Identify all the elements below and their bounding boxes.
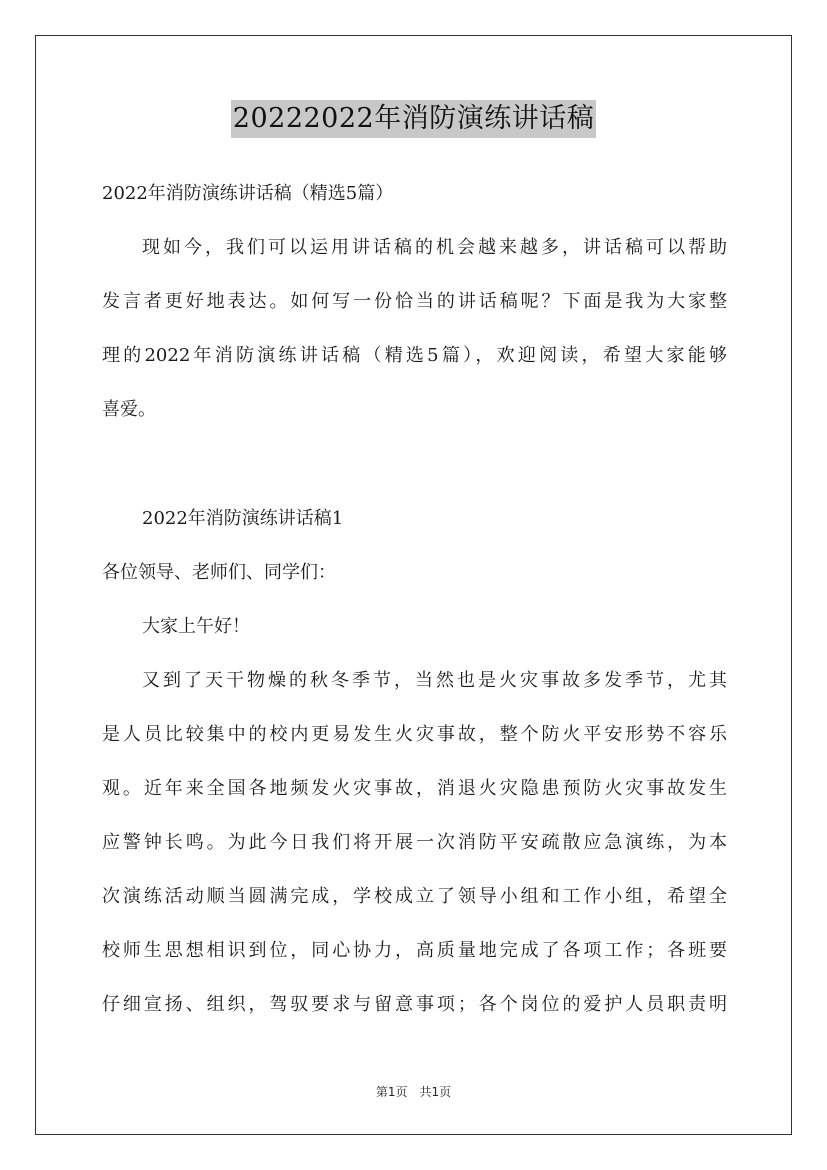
body-line-6: 校师生思想相识到位，同心协力，高质量地完成了各项工作；各班要: [102, 940, 727, 961]
body-line-2: 是人员比较集中的校内更易发生火灾事故，整个防火平安形势不容乐: [102, 724, 727, 745]
title-container: [0, 100, 827, 138]
greeting: 大家上午好！: [142, 616, 250, 637]
body-line-1: 又到了天干物燥的秋冬季节，当然也是火灾事故多发季节，尤其: [142, 670, 727, 691]
document-subtitle: 2022年消防演练讲话稿（精选5篇）: [102, 183, 394, 204]
intro-line-4: 喜爱。: [102, 399, 156, 420]
body-line-3: 观。近年来全国各地频发火灾事故，消退火灾隐患预防火灾事故发生: [102, 778, 727, 799]
salutation: 各位领导、老师们、同学们：: [102, 562, 336, 583]
intro-line-2: 发言者更好地表达。如何写一份恰当的讲话稿呢？下面是我为大家整: [102, 291, 727, 312]
page-number-footer: 第1页 共1页: [375, 1085, 452, 1099]
body-line-7: 仔细宣扬、组织，驾驭要求与留意事项；各个岗位的爱护人员职责明: [102, 994, 727, 1015]
document-title: 20222022年消防演练讲话稿: [231, 100, 596, 138]
intro-line-1: 现如今，我们可以运用讲话稿的机会越来越多，讲话稿可以帮助: [142, 237, 727, 258]
body-line-5: 次演练活动顺当圆满完成，学校成立了领导小组和工作小组，希望全: [102, 886, 727, 907]
body-line-4: 应警钟长鸣。为此今日我们将开展一次消防平安疏散应急演练，为本: [102, 832, 727, 853]
section-heading: 2022年消防演练讲话稿1: [142, 508, 344, 529]
intro-line-3: 理的2022年消防演练讲话稿（精选5篇），欢迎阅读，希望大家能够: [102, 345, 727, 366]
